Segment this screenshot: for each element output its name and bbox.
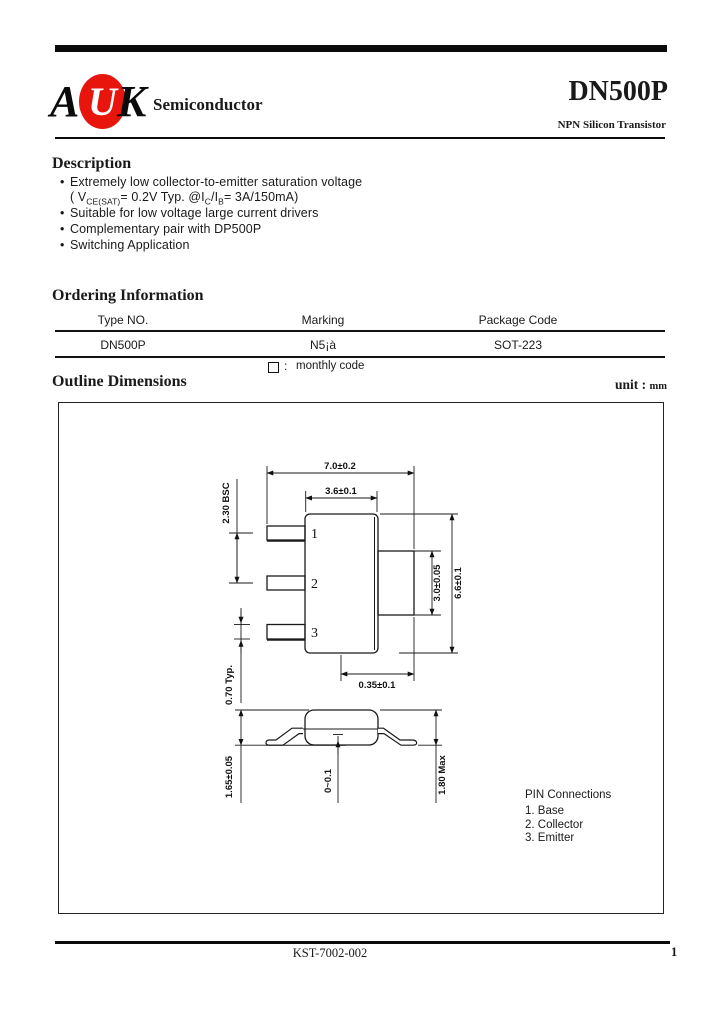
cell-type-no: DN500P xyxy=(100,338,146,352)
dim-lead-width xyxy=(234,608,250,703)
pin-connection-base: 1. Base xyxy=(525,805,564,817)
left-lead-profile xyxy=(266,728,303,745)
dim-height-max-label: 1.80 Max xyxy=(437,755,448,795)
dim-pin-pitch xyxy=(229,479,253,583)
lead-3 xyxy=(267,625,305,640)
part-number-title: DN500P xyxy=(568,76,668,107)
monthly-code-colon: : xyxy=(284,359,288,373)
pin-connection-emitter: 3. Emitter xyxy=(525,832,575,844)
pin-connection-collector: 2. Collector xyxy=(525,818,584,831)
ordering-heading: Ordering Information xyxy=(52,287,204,304)
dim-body-thickness-label: 1.65±0.05 xyxy=(224,755,235,799)
side-view xyxy=(224,710,448,803)
outline-heading: Outline Dimensions xyxy=(52,373,187,390)
bullet-dot: • xyxy=(60,238,65,252)
dim-overall-width-label: 7.0±0.2 xyxy=(324,461,356,472)
table-rule-bottom xyxy=(55,356,665,358)
logo-letter-a: A xyxy=(50,77,80,126)
page-number: 1 xyxy=(671,945,678,959)
description-bullet-2: • Suitable for low voltage large current drivers xyxy=(60,206,319,220)
part-subtitle: NPN Silicon Transistor xyxy=(557,119,666,131)
dim-pin-pitch-label: 2.30 BSC xyxy=(221,482,232,524)
description-bullet-1: • Extremely low collector-to-emitter saturation voltage xyxy=(60,175,363,189)
dim-body-length-label: 6.6±0.1 xyxy=(453,567,464,599)
description-bullet-1b: ( $V_{CE(SAT)}= 0.2V$ Typ. $@I_C/I_B= 3A/150mA$) xyxy=(70,190,299,207)
dim-body-width-label: 3.6±0.1 xyxy=(325,486,357,497)
col-header-type-no: Type NO. xyxy=(97,313,149,327)
dim-lead-width-label: 0.70 Typ. xyxy=(224,665,235,705)
dim-lead-thickness-label: 0.35±0.1 xyxy=(358,680,396,691)
tab xyxy=(378,551,414,615)
package-body-side xyxy=(305,710,378,745)
dim-height-max xyxy=(380,710,442,803)
dim-body-thickness xyxy=(235,710,309,803)
dim-standoff-label: 0~0.1 xyxy=(323,768,334,794)
pin-number-3: 3 xyxy=(311,626,318,641)
unit-value: mm xyxy=(649,381,667,392)
pin-number-2: 2 xyxy=(311,577,318,592)
logo-letter-k: K xyxy=(117,77,147,126)
pin-connections-title: PIN Connections xyxy=(525,789,612,801)
document-number: KST-7002-002 xyxy=(292,946,368,960)
monthly-code-note: monthly code xyxy=(296,360,365,372)
top-black-bar xyxy=(55,45,667,52)
dim-tab-width-label: 3.0±0.05 xyxy=(432,564,443,602)
bullet-dot: • xyxy=(60,222,65,236)
cell-marking: N5¡à xyxy=(309,338,337,352)
logo-letter-u: U xyxy=(88,79,117,124)
cell-package-code: SOT-223 xyxy=(493,338,543,352)
description-bullet-3: • Complementary pair with DP500P xyxy=(60,222,262,236)
col-header-marking: Marking xyxy=(301,313,345,327)
dim-body-length xyxy=(380,514,458,653)
header-rule xyxy=(55,137,665,139)
description-bullet-4: • Switching Application xyxy=(60,238,190,252)
table-rule-top xyxy=(55,330,665,332)
footer-rule xyxy=(55,941,670,944)
pin-connections xyxy=(525,789,611,846)
logo-company-name: Semiconductor xyxy=(153,95,263,114)
lead-1 xyxy=(267,526,305,540)
right-lead-profile xyxy=(378,728,417,745)
description-heading: Description xyxy=(52,155,132,172)
monthly-code-square xyxy=(268,362,279,373)
lead-2 xyxy=(267,576,305,590)
dim-overall-width xyxy=(267,466,414,549)
unit-label: unit : mm xyxy=(614,377,667,392)
col-header-package-code: Package Code xyxy=(478,313,558,327)
top-view xyxy=(221,461,464,705)
bullet-dot: • xyxy=(60,175,65,189)
pin-number-1: 1 xyxy=(311,527,318,542)
bullet-dot: • xyxy=(60,206,65,220)
